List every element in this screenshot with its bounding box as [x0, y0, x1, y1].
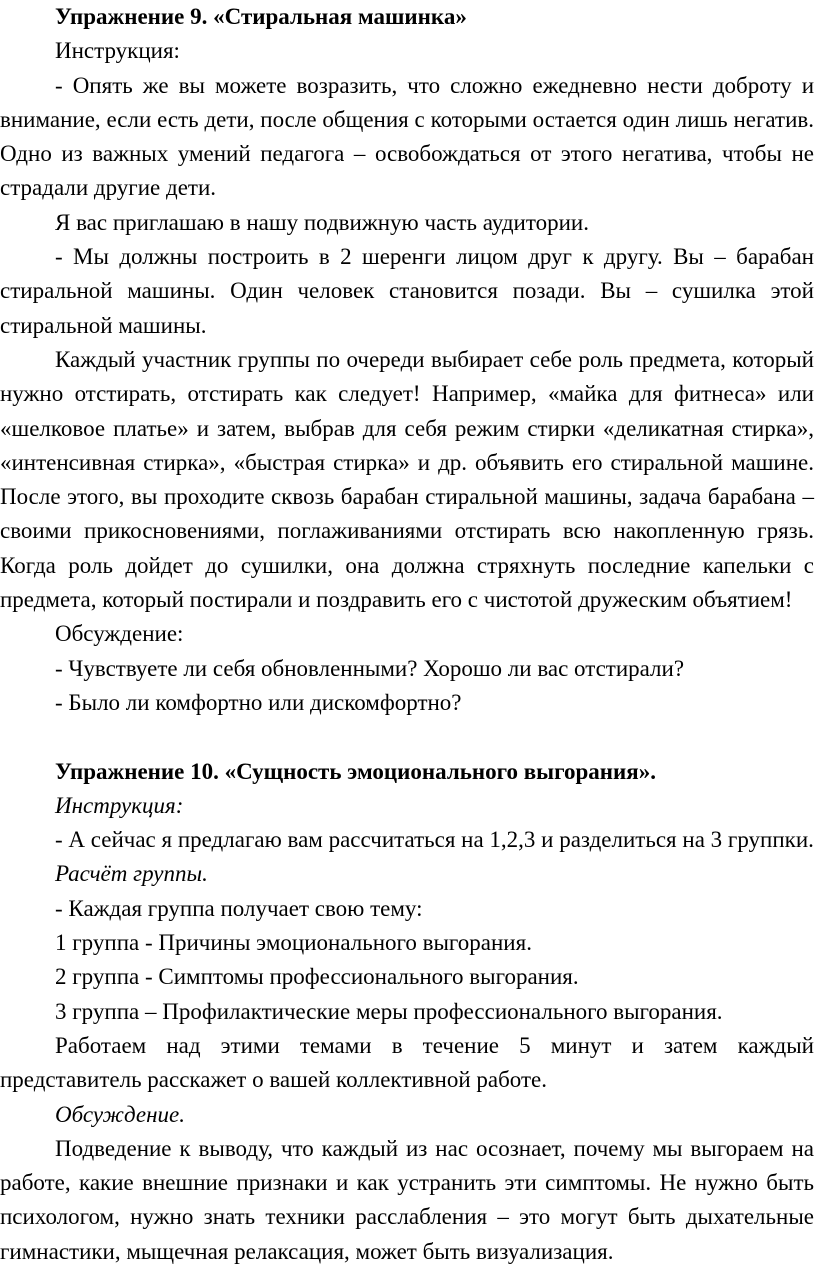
- exercise-9-paragraph: - Опять же вы можете возразить, что сложно ежедневно нести доброту и внимание, если есть дети, после общения с которыми остается один лишь негатив. Одно из важных умений педагога – освобождаться от этого негатива, чтобы не страдали другие дети.: [0, 72, 814, 201]
- exercise-10-intro: - А сейчас я предлагаю вам рассчитаться на 1,2,3 и разделиться на 3 группки.: [55, 827, 814, 853]
- exercise-9-discussion-label: Обсуждение:: [55, 621, 184, 647]
- exercise-10-group-item: 3 группа – Профилактические меры профессионального выгорания.: [55, 998, 723, 1024]
- exercise-9-paragraph: Я вас приглашаю в нашу подвижную часть аудитории.: [55, 209, 589, 235]
- section-spacer: [0, 720, 814, 754]
- exercise-10-conclusion: Подведение к выводу, что каждый из нас осознает, почему мы выгораем на работе, какие внешние признаки и как устранить эти симптомы. Не нужно быть психологом, нужно знать техники расслабления – это могут быть дыхательные гимнастики, мыщечная релаксация, может быть визуализация.: [0, 1135, 814, 1264]
- exercise-9-instruction-label: Инструкция:: [55, 38, 180, 64]
- exercise-9-paragraph: Каждый участник группы по очереди выбирает себе роль предмета, который нужно отстирать, отстирать как следует! Например, «майка для фитнеса» или «шелковое платье» и затем, выбрав для себя режим стирки «деликатная стирка», «интенсивная стирка», «быстрая стирка» и др. объявить его стиральной машине. После этого, вы проходите сквозь барабан стиральной машины, задача барабана – своими прикосновениями, поглаживаниями отстирать всю накопленную грязь. Когда роль дойдет до сушилки, она должна стряхнуть последние капельки с предмета, который постирали и поздравить его с чистотой дружеским объятием!: [0, 346, 814, 613]
- exercise-10-group-item: 2 группа - Симптомы профессионального выгорания.: [55, 964, 579, 990]
- exercise-9-question: - Было ли комфортно или дискомфортно?: [55, 689, 462, 715]
- exercise-10-discussion-label: Обсуждение.: [55, 1101, 185, 1127]
- exercise-10-topic-intro: - Каждая группа получает свою тему:: [55, 895, 423, 921]
- exercise-10-work-text: Работаем над этими темами в течение 5 минут и затем каждый представитель расскажет о вашей коллективной работе.: [0, 1032, 814, 1093]
- exercise-10-instruction-label: Инструкция:: [55, 792, 184, 818]
- exercise-9-title: Упражнение 9. «Стиральная машинка»: [55, 4, 467, 29]
- exercise-9-question: - Чувствуете ли себя обновленными? Хорошо ли вас отстирали?: [55, 655, 685, 681]
- exercise-10-title: Упражнение 10. «Сущность эмоционального выгорания».: [55, 758, 656, 784]
- exercise-9-paragraph: - Мы должны построить в 2 шеренги лицом друг к другу. Вы – барабан стиральной машины. Один человек становится позади. Вы – сушилка этой стиральной машины.: [0, 244, 814, 338]
- exercise-10-group-calc-label: Расчёт группы.: [55, 861, 208, 887]
- exercise-10-group-item: 1 группа - Причины эмоционального выгорания.: [55, 930, 532, 956]
